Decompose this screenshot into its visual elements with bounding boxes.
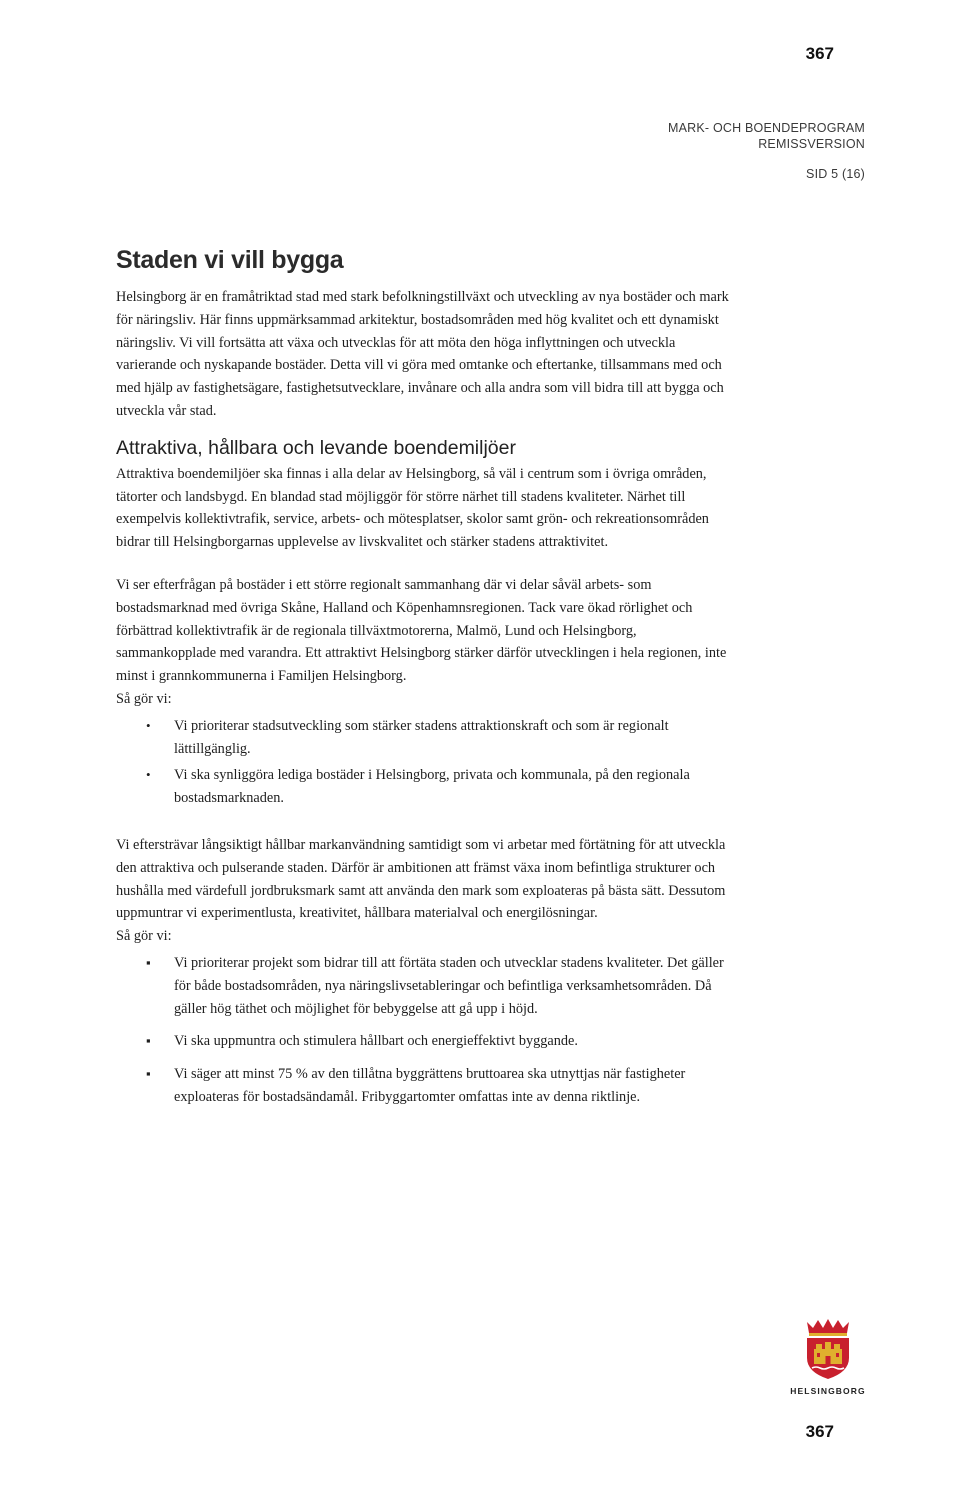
page-number-bottom: 367: [805, 1422, 834, 1441]
bullet-icon: •: [146, 767, 151, 783]
section-heading: Attraktiva, hållbara och levande boendemiljöer: [116, 436, 516, 459]
header-program-title: MARK- OCH BOENDEPROGRAM: [668, 121, 865, 135]
main-content: [116, 244, 731, 1119]
sa-gor-vi-label-1: Så gör vi:: [116, 690, 172, 707]
document-header: [668, 120, 865, 152]
helsingborg-logo: [786, 1318, 870, 1396]
bullet-icon: •: [146, 717, 151, 733]
header-version: REMISSVERSION: [758, 137, 865, 151]
paragraph-markanvandning: Vi eftersträvar långsiktigt hållbar markanvändning samtidigt som vi arbetar med förtätning för att utveckla den attraktiva och pulserande staden. Därför är ambitionen att främst växa inom befintliga strukturer och hushålla med värdefull jordbruksmark samt att använda den mark som exploateras på bästa sätt. Dessutom uppmuntrar vi experimentlusta, kreativitet, hållbara materialval och energilösningar.: [116, 836, 726, 922]
list-item: • Vi ska synliggöra lediga bostäder i Helsingborg, privata och kommunala, på den regionala bostadsmarknaden.: [116, 764, 731, 810]
list-item: ▪ Vi prioriterar projekt som bidrar till att förtäta staden och utvecklar stadens kvaliteter. Det gäller för både bostadsområden, nya näringslivsetableringar och befintliga verksamhetsområden. Då gäller hög täthet och möjlighet för bebyggelse att gå upp i höjd.: [116, 952, 731, 1020]
sa-gor-vi-label-2: Så gör vi:: [116, 928, 172, 945]
intro-paragraph: Helsingborg är en framåtriktad stad med stark befolkningstillväxt och utveckling av nya bostäder och mark för näringsliv. Här finns uppmärksammad arkitektur, bostadsområden med hög kvalitet och ett dynamiskt näringsliv. Vi vill fortsätta att växa och utvecklas för att möta den höga inflyttningen och utveckla varierande och nyskapande bostäder. Detta vill vi göra med omtanke och eftertanke, tillsammans med och med hjälp av fastighetsägare, fastighetsutvecklare, invånare och alla andra som vill bidra till att bygga och utveckla vår stad.: [116, 289, 729, 419]
list-item: ▪ Vi säger att minst 75 % av den tillåtna byggrättens bruttoarea ska utnyttjas när fastigheter exploateras för bostadsändamål. Fribyggartomter omfattas inte av denna riktlinje.: [116, 1063, 731, 1109]
page-title: Staden vi vill bygga: [116, 246, 344, 274]
list-item: • Vi prioriterar stadsutveckling som stärker stadens attraktionskraft och som är regionalt lättillgänglig.: [116, 715, 731, 761]
bullet-list-1: [116, 715, 731, 810]
square-bullet-icon: ▪: [146, 954, 151, 970]
paragraph-regionalt: Vi ser efterfrågan på bostäder i ett större regionalt sammanhang där vi delar såväl arbets- som bostadsmarknad med övriga Skåne, Halland och Köpenhamnsregionen. Tack vare ökad rörlighet och förbättrad kollektivtrafik är de regionala tillväxtmotorerna, Malmö, Lund och Helsingborg, sammankopplade med varandra. Ett attraktivt Helsingborg stärker därför utvecklingen i hela regionen, inte minst i grannkommunerna i Familjen Helsingborg.: [116, 576, 727, 685]
city-coat-of-arms-icon: [803, 1318, 853, 1380]
paragraph-attraktiva: Attraktiva boendemiljöer ska finnas i alla delar av Helsingborg, så väl i centrum som i övriga områden, tätorter och landsbygd. En blandad stad möjliggör för större närhet till stadens kvaliteter. Närhet till exempelvis kollektivtrafik, service, arbets- och mötesplatser, skolor samt grön- och rekreationsområden bidrar till Helsingborgarnas upplevelse av livskvalitet och stärker stadens attraktivitet.: [116, 465, 709, 551]
header-page-ref: SID 5 (16): [806, 167, 865, 181]
list-item: ▪ Vi ska uppmuntra och stimulera hållbart och energieffektivt byggande.: [116, 1030, 731, 1053]
bullet-list-2: [116, 952, 731, 1109]
page-number-top: 367: [805, 44, 834, 63]
logo-wordmark: HELSINGBORG: [790, 1386, 866, 1396]
square-bullet-icon: ▪: [146, 1033, 151, 1049]
square-bullet-icon: ▪: [146, 1066, 151, 1082]
